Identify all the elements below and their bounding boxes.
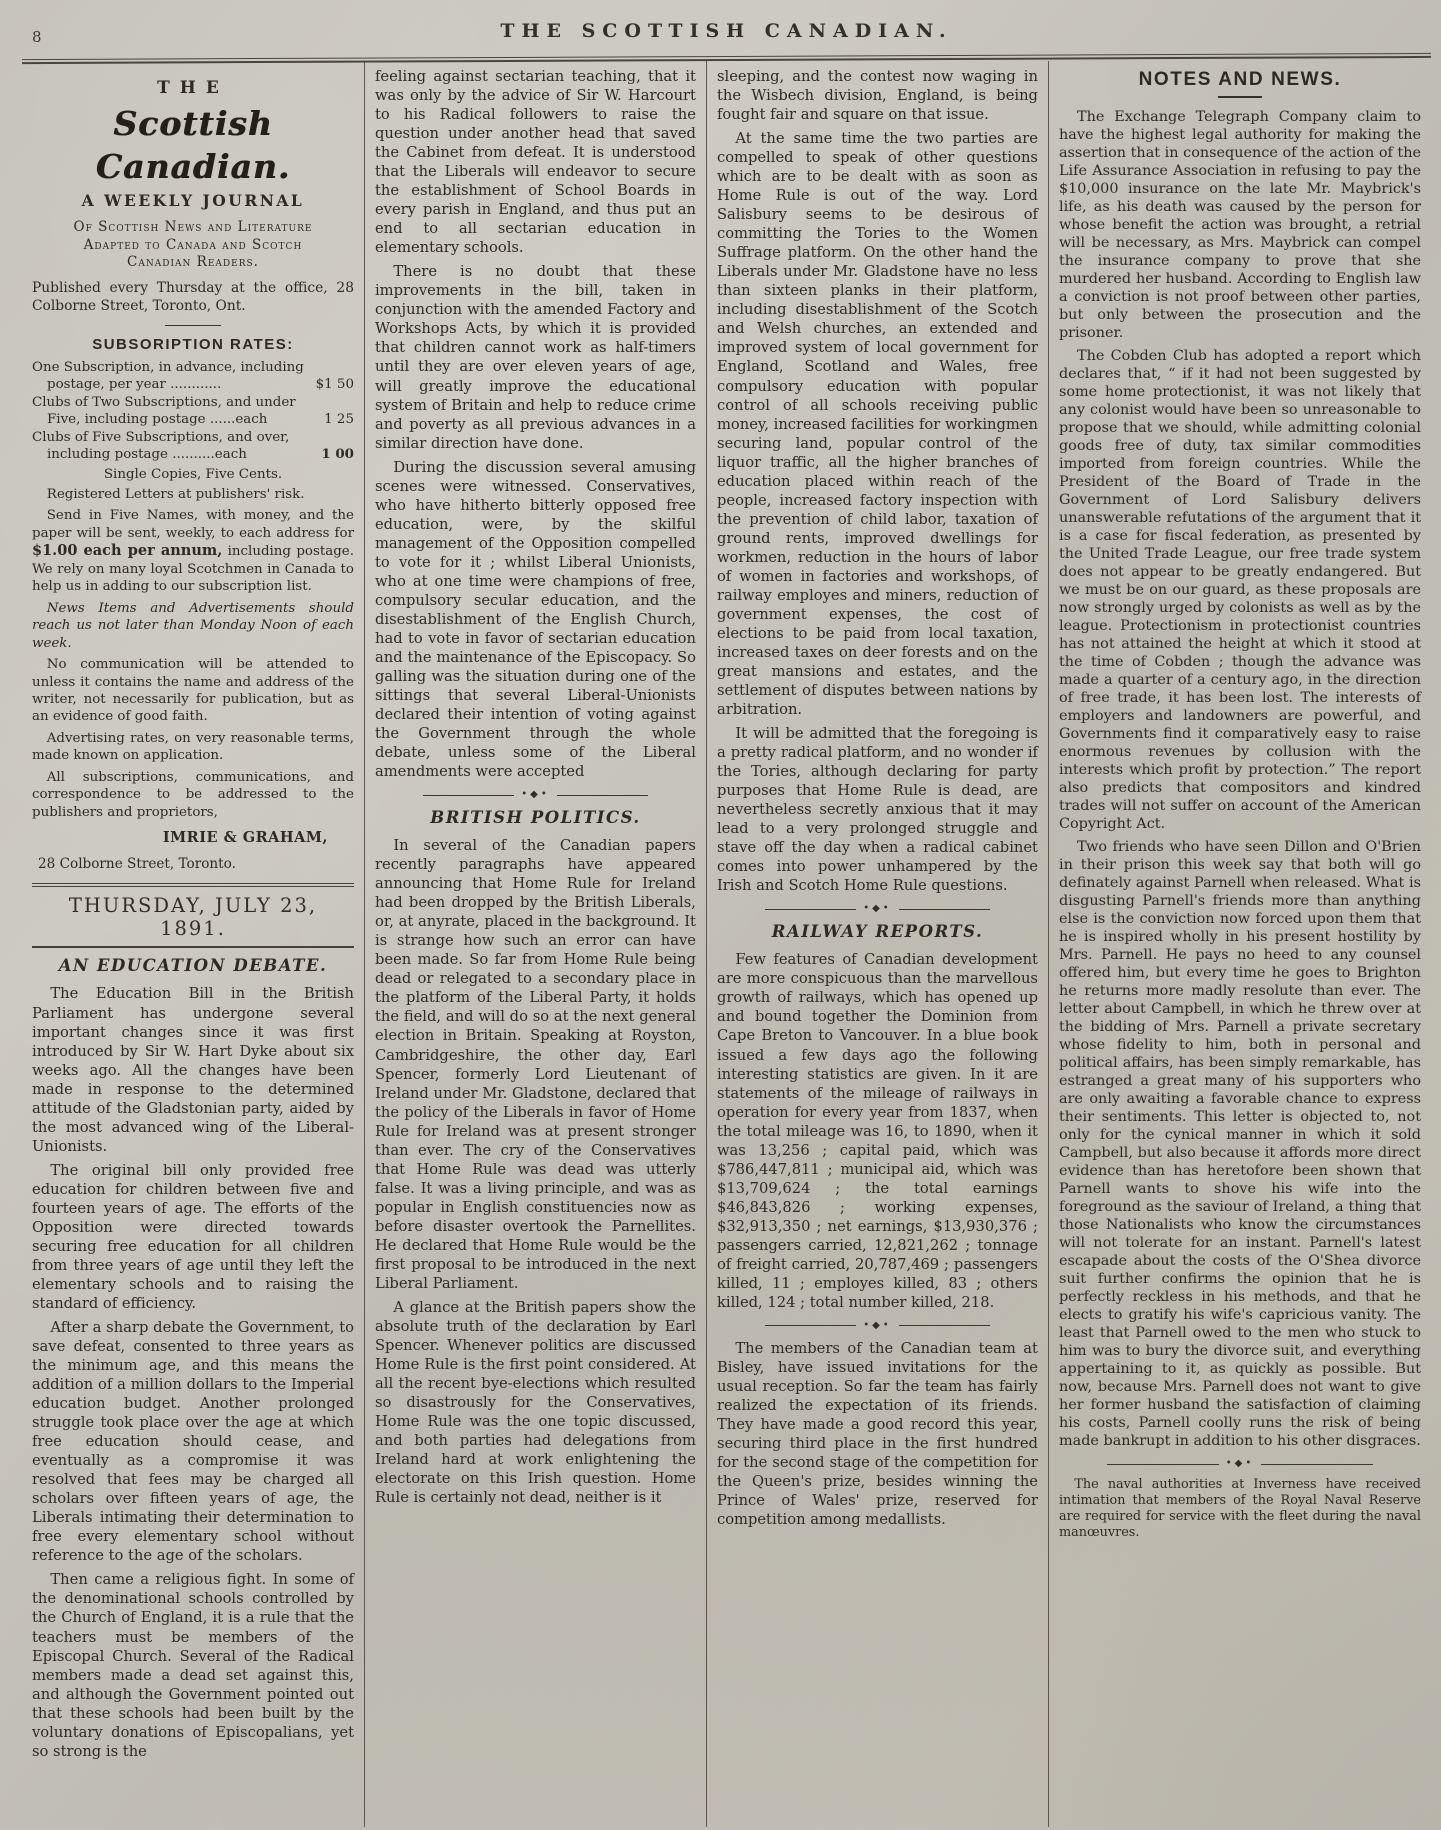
divider-ornament-icon: •◆•: [863, 903, 892, 915]
paper-title: THE SCOTTISH CANADIAN.: [500, 20, 953, 42]
no-communication-notice: No communication will be attended to unless it contains the name and address of the writer, not necessarily for publication, but as an evidence of good faith.: [32, 657, 354, 725]
rate-price: $1 50: [315, 377, 354, 393]
masthead-divider-rule: [165, 325, 221, 326]
article-title-education-debate: AN EDUCATION DEBATE.: [58, 956, 328, 976]
send-names-paragraph: [32, 507, 354, 596]
rate-text: Clubs of Two Subscriptions, and under Five, including postage ......each: [32, 394, 296, 428]
article-paragraph: Two friends who have seen Dillon and O'Brien in their prison this week say that both will go definately against Parnell when released. What is disgusting Parnell's friends more than anything else is the conviction now forced upon them that he is inspired wholly in his present hostility by Mrs. Parnell. He pays no heed to any counsel offered him, but every time he goes to Brighton he returns more madly resolute than ever. The letter about Campbell, in which he threw over at the bidding of Mrs. Parnell a private secretary whose fidelity to him, both in personal and political affairs, has been simply remarkable, has estranged a great many of his supporters who are only awaiting a favorable chance to express their sentiments. This letter is objected to, not only for the cynical manner in which it sold Campbell, but also because it affords more direct evidence than has heretofore been shown that Parnell wants to shove his wife into the foreground as the saviour of Ireland, a thing that those Nationalists who know the circumstances will not tolerate for an instant. Parnell's latest escapade about the costs of the O'Shea divorce suit further confirms the opinion that he is perfectly reckless in his methods, and that he elects to gratify his wife's capricious vanity. The least that Parnell owed to the men who stuck to him was to bury the divorce suit, and everything appertaining to it, as quickly as possible. But now, because Mrs. Parnell does not want to give her former husband the satisfaction of claiming his costs, Parnell coolly runs the risk of being made bankrupt in addition to his other disgraces.: [1058, 839, 1421, 1449]
article-title-notes-and-news: NOTES AND NEWS.: [1138, 69, 1342, 90]
article-paragraph: The members of the Canadian team at Bisley, have issued invitations for the usual reception. So far the team has fairly realized the expectation of its friends. They have made a good record this year, securing third place in the first hundred for the second stage of the competition for the Queen's prize, besides winning the Prince of Wales' prize, reserved for competition among medallists.: [716, 1339, 1038, 1529]
divider-ornament-icon: •◆•: [863, 1319, 892, 1331]
article-paragraph: There is no doubt that these improvements in the bill, taken in conjunction with the amended Factory and Workshops Acts, by which it is provided that children cannot work as half-timers until they are over eleven years of age, will greatly improve the educational system of Britain and help to reduce crime and poverty as all previous advances in a similar direction have done.: [374, 263, 696, 452]
masthead-title: Scottish Canadian.: [95, 104, 291, 186]
registered-letters-note: Registered Letters at publishers' risk.: [46, 486, 305, 502]
page-header: [22, 8, 1431, 52]
column-3: [706, 61, 1048, 1827]
article-divider: [765, 1321, 990, 1331]
article-divider: [765, 904, 990, 914]
article-paragraph: The original bill only provided free education for children between five and fourteen years of age. The efforts of the Opposition were directed towards securing free education for all children from three years of age until they left the elementary schools and to raising the standard of efficiency.: [32, 1161, 354, 1312]
rate-text: One Subscription, in advance, including postage, per year ............: [32, 360, 304, 393]
divider-ornament-icon: •◆•: [1225, 1458, 1255, 1469]
rate-price: 1 25: [324, 412, 354, 428]
article-paragraph: In several of the Canadian papers recently paragraphs have appeared announcing that Home Rule for Ireland had been dropped by the British Liberals, or, at anyrate, placed in the background. It is strange how such an error can have been made. So far from Home Rule being dead or relegated to a secondary place in the platform of the Liberal Party, it holds the field, and will do so at the next general election in Britain. Speaking at Royston, Cambridgeshire, the other day, Earl Spencer, formerly Lord Lieutenant of Ireland under Mr. Gladstone, declared that the policy of the Liberals in favor of Home Rule for Ireland was at present stronger than ever. The cry of the Conservatives that Home Rule was dead was utterly false. It was a living principle, and was as popular in English constituencies now as before disaster overtook the Parnellites. He declared that Home Rule would be the first proposal to be introduced in the next Liberal Parliament.: [374, 837, 696, 1292]
masthead-desc-line: Canadian Readers.: [127, 254, 259, 271]
address-notice: All subscriptions, communications, and correspondence to be addressed to the publishers and proprietors,: [32, 769, 354, 820]
masthead-subtitle: A WEEKLY JOURNAL: [81, 190, 305, 210]
masthead-published-note: Published every Thursday at the office, 28 Colborne Street, Toronto, Ont.: [32, 279, 354, 314]
naval-note-paragraph: The naval authorities at Inverness have received intimation that members of the Royal Naval Reserve are required for service with the fleet during the naval manœuvres.: [1058, 1477, 1421, 1540]
news-items-notice: News Items and Advertisements should reach us not later than Monday Noon of each week.: [32, 600, 354, 651]
article-paragraph: At the same time the two parties are compelled to speak of other questions which are to be dealt with as soon as Home Rule is out of the way. Lord Salisbury seems to be desirous of committing the Tories to the Women Suffrage platform. On the other hand the Liberals under Mr. Gladstone have no less than sixteen planks in their platform, including disestablishment of the Scotch and Welsh churches, an extended and improved system of local government for England, Scotland and Wales, free compulsory education with popular control of all schools receiving public money, increased facilities for workingmen securing land, popular control of the liquor traffic, all the higher branches of education placed within reach of the people, increased factory inspection with the prevention of child labor, taxation of ground rents, improved dwellings for workmen, reduction in the hours of labor of women in factories and workshops, of railway employes and miners, reduction of government expenses, the cost of elections to be paid from local taxation, increased taxes on deer forests and on the great mansions and estates, and the settlement of disputes between nations by arbitration.: [716, 130, 1038, 719]
column-1: [22, 61, 364, 1827]
article-paragraph: The Education Bill in the British Parliament has undergone several important changes since it was first introduced by Sir W. Hart Dyke about six weeks ago. All the changes have been made in response to the determined attitude of the Gladstonian party, aided by the most advanced wing of the Liberal-Unionists.: [32, 985, 354, 1155]
divider-ornament-icon: •◆•: [521, 789, 550, 801]
masthead-desc-line: Of Scottish News and Literature: [73, 219, 313, 236]
article-paragraph: sleeping, and the contest now waging in the Wisbech division, England, is being fought fair and square on that issue.: [716, 68, 1038, 124]
article-paragraph: A glance at the British papers show the absolute truth of the declaration by Earl Spencer. Whenever politics are discussed Home Rule is the first point considered. At all the recent bye-elections which resulted so disastrously for the Conservatives, Home Rule was the one topic discussed, and both parties had delegations from Ireland hard at work enlightening the electorate on this Irish question. Home Rule is certainly not dead, neither is it: [374, 1298, 696, 1507]
article-divider: [423, 790, 648, 800]
article-title-british-politics: BRITISH POLITICS.: [430, 808, 641, 828]
rate-line: [32, 394, 354, 429]
article-divider: [1107, 1459, 1373, 1469]
dateline-block: [32, 883, 354, 948]
article-paragraph: Few features of Canadian development are more conspicuous than the marvellous growth of railways, which has opened up and bound together the Dominion from Cape Breton to Vancouver. In a blue book issued a few days ago the following interesting statistics are given. In it are statements of the mileage of railways in operation for every year from 1837, when the total mileage was 16, to 1890, when it was 13,256 ; capital paid, which was $786,447,811 ; municipal aid, which was $13,709,624 ; the total earnings $46,843,826 ; working expenses, $32,913,350 ; net earnings, $13,930,376 ; passengers carried, 12,821,262 ; tonnage of freight carried, 20,787,469 ; passengers killed, 11 ; employes killed, 83 ; others killed, 124 ; total number killed, 218.: [716, 951, 1038, 1311]
rate-line: [32, 359, 354, 394]
send-price-bold: $1.00 each per annum,: [32, 542, 223, 560]
article-paragraph: After a sharp debate the Government, to save defeat, consented to three years as the minimum age, and this means the addition of a million dollars to the Imperial education budget. Another prolonged struggle took place over the age at which free education should cease, and eventually as a compromise it was resolved that fees may be charged all scholars over fifteen years of age, the Liberals intimating their determination to free every elementary school without reference to the age of the scholars.: [32, 1319, 354, 1565]
send-post: including postage. We rely on many loyal Scotchmen in Canada to help us in adding to our subscription list.: [32, 544, 354, 595]
send-pre: Send in Five Names, with money, and the paper will be sent, weekly, to each address for: [32, 508, 354, 541]
article-paragraph: Then came a religious fight. In some of the denominational schools controlled by the Church of England, it is a rule that the teachers must be members of the Episcopal Church. Several of the Radical members made a dead set against this, and although the Government pointed out that these schools had been built by the voluntary donations of Episcopalians, yet so strong is the: [32, 1571, 354, 1760]
rate-line: [32, 429, 354, 464]
column-4: [1048, 61, 1431, 1827]
article-title-railway-reports: RAILWAY REPORTS.: [771, 922, 984, 942]
publisher-address: 28 Colborne Street, Toronto.: [38, 855, 236, 872]
masthead-desc-line: Adapted to Canada and Scotch: [83, 236, 303, 253]
article-paragraph: During the discussion several amusing scenes were witnessed. Conservatives, who have hitherto bitterly opposed free education, were, by the skilful management of the Opposition compelled to vote for it ; whilst Liberal Unionists, who at one time were champions of free, compulsory secular education, and the disestablishment of the English Church, had to vote in favor of sectarian education and the maintenance of the Episcopacy. So galling was the situation during one of the sittings that several Liberal-Unionists declared their intention of voting against the Government through the whole debate, unless some of the Liberal amendments were accepted: [374, 458, 696, 781]
heading-underline-rule: [1218, 96, 1262, 98]
page-number: 8: [32, 28, 42, 46]
article-paragraph: feeling against sectarian teaching, that it was only by the advice of Sir W. Harcourt to his Radical followers to raise the question under another head that saved the Cabinet from defeat. It is understood that the Liberals will endeavor to secure the establishment of School Boards in every parish in England, and thus put an end to all sectarian education in elementary schools.: [374, 68, 696, 257]
masthead: [32, 77, 354, 873]
column-grid: [22, 61, 1431, 1827]
article-paragraph: The Cobden Club has adopted a report which declares that, “ if it had not been suggested by some home protectionist, it was not likely that any colonist would have been so unreasonable to propose that we should, while admitting colonial goods free of duty, tax similar commodities imported from foreign countries. While the President of the Board of Trade in the Government of Lord Salisbury delivers unanswerable refutations of the argument that it is a case for fiscal federation, as presented by the United Trade League, our free trade system does not appear to be greatly endangered. But we must be on our guard, as these proposals are now strongly urged by colonists as well as by the league. Protectionism in protectionist countries has not attained the height at which it stood at the time of Cobden ; though the advance was made a quarter of a century ago, in the direction of free trade, it has been lost. The interests of employers and landowners are powerful, and Governments find it comparatively easy to raise enormous revenues by collusion with the interests which profit by protection.” The report also predicts that compositors and kindred trades will not suffer on account of the American Copyright Act.: [1058, 348, 1421, 832]
advertising-notice: Advertising rates, on very reasonable terms, made known on application.: [32, 730, 354, 764]
rate-price: 1 00: [321, 446, 354, 463]
dateline: THURSDAY, JULY 23, 1891.: [68, 894, 318, 941]
article-paragraph: It will be admitted that the foregoing is a pretty radical platform, and no wonder if the Tories, although declaring for party purposes that Home Rule is dead, are nevertheless secretly anxious that it may lead to a very prolonged struggle and stave off the day when a radical cabinet comes into power unhampered by the Irish and Scotch Home Rule questions.: [716, 725, 1038, 895]
column-2: [364, 61, 706, 1827]
article-paragraph: The Exchange Telegraph Company claim to have the highest legal authority for making the assertion that in consequence of the action of the Life Assurance Association in refusing to pay the $10,000 insurance on the late Mr. Maybrick's life, as his death was caused by the person for whose benefit the action was brought, a retrial will be necessary, as Mrs. Maybrick can compel the insurance company to prove that she murdered her husband. According to English law a conviction is not proof between other parties, but only between the prosecution and the prisoner.: [1058, 109, 1421, 341]
publisher-name: IMRIE & GRAHAM,: [162, 828, 328, 846]
rate-text: Clubs of Five Subscriptions, and over, including postage ..........each: [32, 429, 290, 463]
subscription-rates-heading: SUBSORIPTION RATES:: [92, 335, 294, 353]
masthead-the: THE: [157, 78, 229, 98]
single-copies-note: Single Copies, Five Cents.: [103, 466, 283, 482]
